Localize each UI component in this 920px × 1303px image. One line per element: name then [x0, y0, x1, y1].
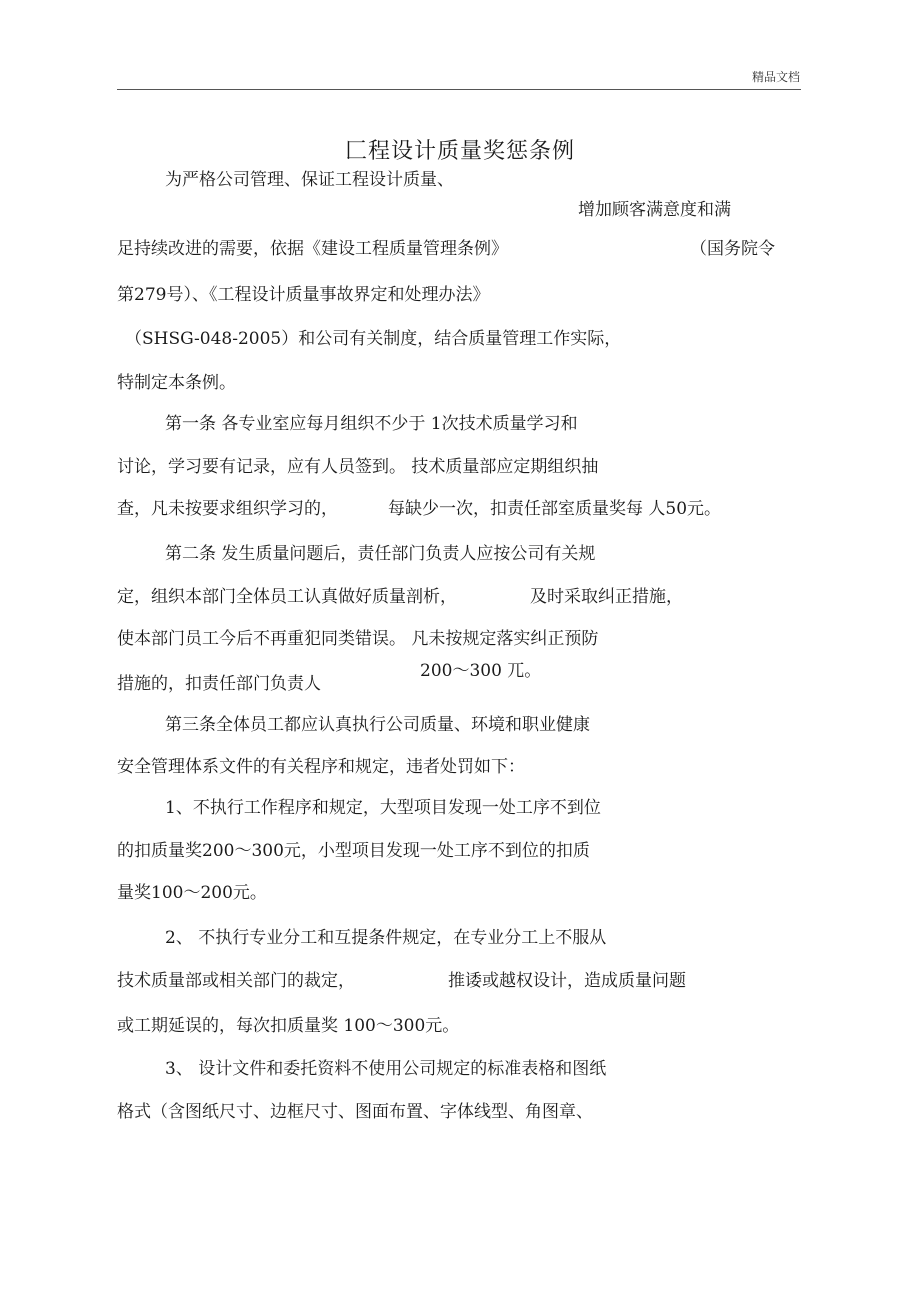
- article-2-line-3: 使本部门员工今后不再重犯同类错误。 凡未按规定落实纠正预防: [117, 629, 599, 649]
- header-rule: [117, 89, 801, 90]
- document-title: 匚程设计质量奖惩条例: [344, 139, 575, 164]
- item-2-line-2b: 推诿或越权设计，造成质量问题: [448, 971, 686, 991]
- article-2-line-2a: 定，组织本部门全体员工认真做好质量剖析，: [117, 587, 457, 607]
- article-3-line-2: 安全管理体系文件的有关程序和规定，违者处罚如下：: [117, 757, 525, 777]
- item-1-line-3: 量奖100～200元。: [117, 883, 267, 903]
- article-3-line-1: 第三条全体员工都应认真执行公司质量、环境和职业健康: [165, 715, 590, 735]
- intro-line-6: 特制定本条例。: [117, 373, 236, 393]
- article-2-line-1: 第二条 发生质量问题后，责任部门负责人应按公司有关规: [165, 544, 596, 564]
- intro-line-1: 为严格公司管理、保证工程设计质量、: [165, 170, 454, 190]
- article-1-line-2: 讨论，学习要有记录，应有人员签到。 技术质量部应定期组织抽: [117, 457, 599, 477]
- article-1-line-3a: 查，凡未按要求组织学习的，: [117, 499, 338, 519]
- intro-line-3a: 足持续改进的需要，依据《建设工程质量管理条例》: [117, 239, 508, 259]
- article-2-line-4a: 措施的，扣责任部门负责人: [117, 674, 321, 694]
- article-2-line-4b: 200～300 兀。: [420, 661, 542, 681]
- intro-line-4: 第279号）、《工程设计质量事故界定和处理办法》: [117, 285, 490, 305]
- intro-line-5: （SHSG-048-2005）和公司有关制度，结合质量管理工作实际，: [125, 329, 622, 349]
- item-2-line-2a: 技术质量部或相关部门的裁定，: [117, 971, 355, 991]
- intro-line-2: 增加顾客满意度和满: [578, 200, 731, 220]
- item-3-line-2: 格式（含图纸尺寸、边框尺寸、图面布置、字体线型、角图章、: [117, 1102, 593, 1122]
- item-1-line-1: 1、不执行工作程序和规定，大型项目发现一处工序不到位: [165, 798, 601, 818]
- article-1-line-3b: 每缺少一次，扣责任部室质量奖每 人50元。: [388, 499, 722, 519]
- item-3-line-1: 3、 设计文件和委托资料不使用公司规定的标准表格和图纸: [165, 1059, 607, 1079]
- article-1-line-1: 第一条 各专业室应每月组织不少于 1次技术质量学习和: [165, 414, 578, 434]
- item-2-line-1: 2、 不执行专业分工和互提条件规定，在专业分工上不服从: [165, 928, 607, 948]
- header-label: 精品文档: [751, 70, 800, 84]
- article-2-line-2b: 及时采取纠正措施，: [530, 587, 683, 607]
- intro-line-3b: （国务院令: [690, 239, 775, 259]
- item-1-line-2: 的扣质量奖200～300元，小型项目发现一处工序不到位的扣质: [117, 841, 590, 861]
- item-2-line-3: 或工期延误的，每次扣质量奖 100～300元。: [117, 1016, 460, 1036]
